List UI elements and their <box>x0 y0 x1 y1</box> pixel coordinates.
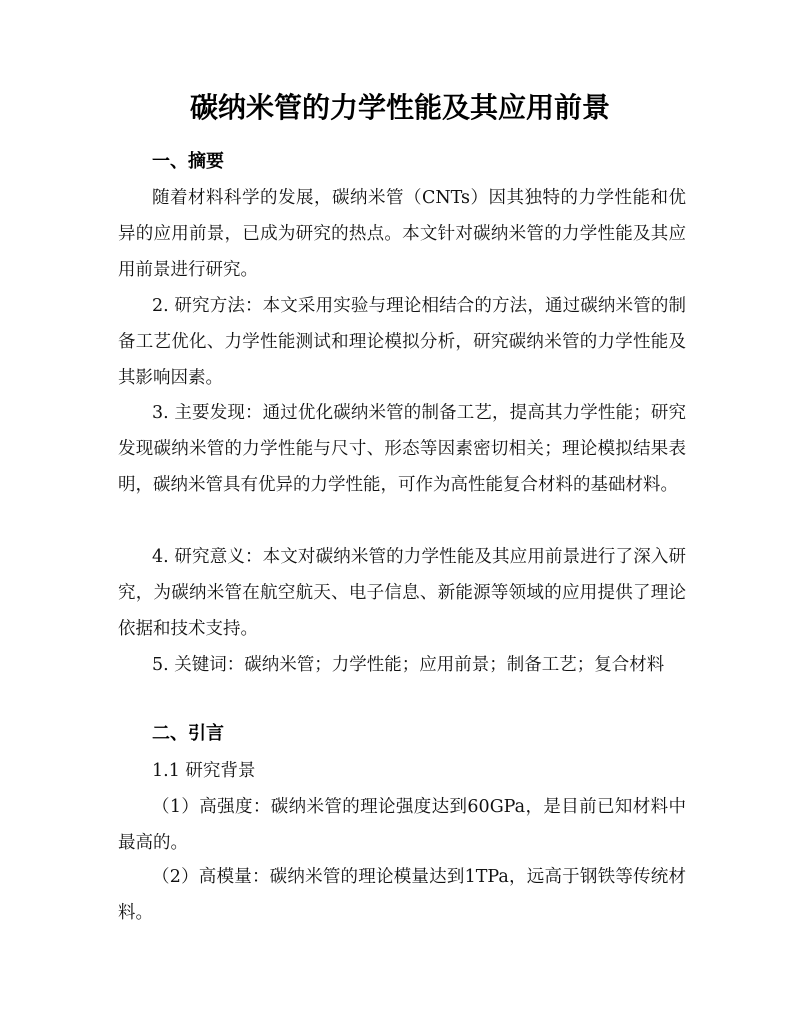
subsection-heading-background: 1.1 研究背景 <box>152 761 256 781</box>
abstract-paragraph-findings: 3. 主要发现：通过优化碳纳米管的制备工艺，提高其力学性能；研究发现碳纳米管的力学性能与尺寸、形态等因素密切相关；理论模拟结果表明，碳纳米管具有优异的力学性能，可作为高性能复合材料的基础材料。 <box>118 403 686 495</box>
abstract-paragraph-keywords: 5. 关键词：碳纳米管；力学性能；应用前景；制备工艺；复合材料 <box>152 655 665 675</box>
document-title: 碳纳米管的力学性能及其应用前景 <box>189 91 610 124</box>
background-paragraph-modulus: （2）高模量：碳纳米管的理论模量达到1TPa，远高于钢铁等传统材料。 <box>118 867 686 923</box>
abstract-paragraph-methods: 2. 研究方法：本文采用实验与理论相结合的方法，通过碳纳米管的制备工艺优化、力学性能测试和理论模拟分析，研究碳纳米管的力学性能及其影响因素。 <box>118 296 686 388</box>
section-heading-introduction: 二、引言 <box>152 723 224 744</box>
abstract-paragraph-1: 随着材料科学的发展，碳纳米管（CNTs）因其独特的力学性能和优异的应用前景，已成为研究的热点。本文针对碳纳米管的力学性能及其应用前景进行研究。 <box>118 188 686 280</box>
abstract-paragraph-significance: 4. 研究意义：本文对碳纳米管的力学性能及其应用前景进行了深入研究，为碳纳米管在航空航天、电子信息、新能源等领域的应用提供了理论依据和技术支持。 <box>118 547 686 639</box>
background-paragraph-strength: （1）高强度：碳纳米管的理论强度达到60GPa，是目前已知材料中最高的。 <box>118 797 686 853</box>
section-heading-abstract: 一、摘要 <box>152 151 224 172</box>
